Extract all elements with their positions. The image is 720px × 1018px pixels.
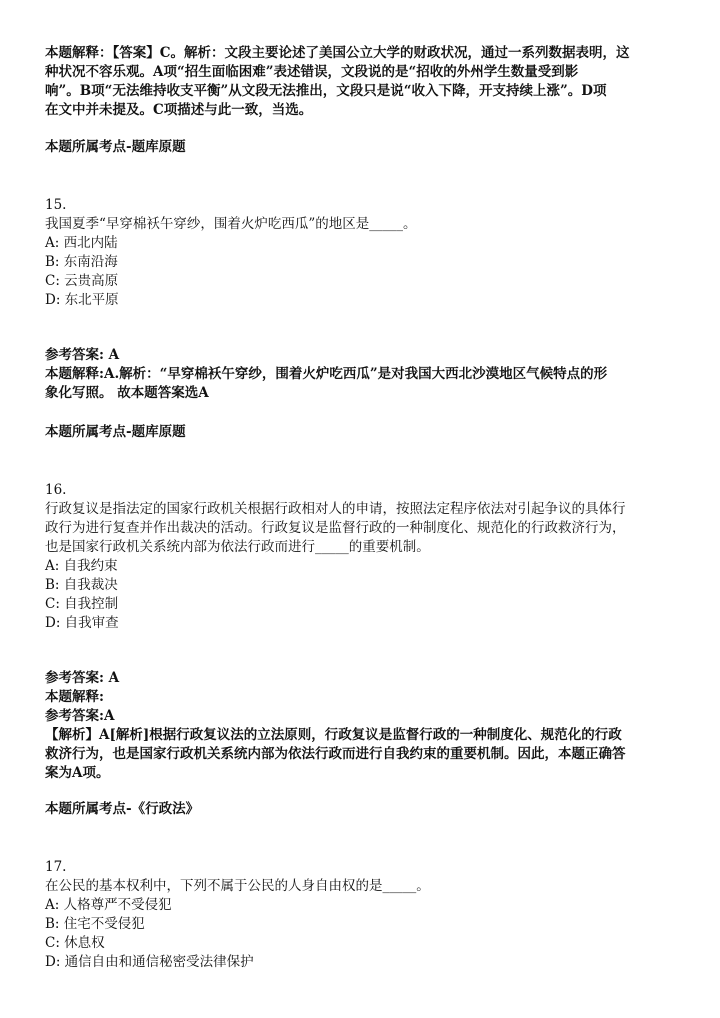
q16-explanation-line-2: 救济行为，也是国家行政机关系统内部为依法行政而进行自我约束的重要机制。因此，本题正确答 bbox=[45, 746, 626, 762]
q15-explanation-line-2: 象化写照。 故本题答案选A bbox=[45, 385, 209, 401]
q15-explanation-line-1: 本题解释:A.解析：“早穿棉袄午穿纱，围着火炉吃西瓜”是对我国大西北沙漠地区气候特点的形 bbox=[45, 366, 608, 382]
q16-stem-line-2: 政行为进行复查并作出裁决的活动。行政复议是监督行政的一种制度化、规范化的行政救济行为， bbox=[45, 520, 626, 536]
q14-category: 本题所属考点-题库原题 bbox=[45, 139, 186, 155]
q15-category: 本题所属考点-题库原题 bbox=[45, 424, 186, 440]
q17-option-a: A: 人格尊严不受侵犯 bbox=[45, 897, 172, 913]
q14-explanation-line-1: 本题解释：【答案】C。解析：文段主要论述了美国公立大学的财政状况，通过一系列数据表明，这 bbox=[45, 45, 630, 61]
q17-stem: 在公民的基本权利中，下列不属于公民的人身自由权的是_____。 bbox=[45, 878, 430, 894]
q15-option-b: B: 东南沿海 bbox=[45, 254, 118, 270]
q16-explanation-label: 本题解释: bbox=[45, 689, 104, 705]
q15-stem: 我国夏季“早穿棉袄午穿纱，围着火炉吃西瓜”的地区是_____。 bbox=[45, 216, 417, 232]
q16-stem-line-3: 也是国家行政机关系统内部为依法行政而进行_____的重要机制。 bbox=[45, 539, 430, 555]
q17-number: 17. bbox=[45, 859, 67, 875]
q14-explanation-line-4: 在文中并未提及。C项描述与此一致，当选。 bbox=[45, 102, 313, 118]
q15-number: 15. bbox=[45, 197, 67, 213]
q15-option-c: C: 云贵高原 bbox=[45, 273, 119, 289]
q17-option-b: B: 住宅不受侵犯 bbox=[45, 916, 145, 932]
q16-option-c: C: 自我控制 bbox=[45, 596, 119, 612]
q16-stem-line-1: 行政复议是指法定的国家行政机关根据行政相对人的申请，按照法定程序依法对引起争议的具体行 bbox=[45, 501, 626, 517]
q16-answer-repeat: 参考答案:A bbox=[45, 708, 115, 724]
q16-option-b: B: 自我裁决 bbox=[45, 577, 118, 593]
q15-option-d: D: 东北平原 bbox=[45, 292, 119, 308]
q15-option-a: A: 西北内陆 bbox=[45, 235, 118, 251]
q17-option-c: C: 休息权 bbox=[45, 935, 105, 951]
q15-answer: 参考答案: A bbox=[45, 347, 120, 363]
q16-category: 本题所属考点-《行政法》 bbox=[45, 801, 200, 817]
q14-explanation-line-3: 响”。B项“无法维持收支平衡”从文段无法推出，文段只是说“收入下降，开支持续上涨”。D项 bbox=[45, 83, 607, 99]
q16-explanation-line-3: 案为A项。 bbox=[45, 765, 110, 781]
q17-option-d: D: 通信自由和通信秘密受法律保护 bbox=[45, 954, 254, 970]
q16-option-a: A: 自我约束 bbox=[45, 558, 118, 574]
q16-explanation-line-1: 【解析】A[解析]根据行政复议法的立法原则，行政复议是监督行政的一种制度化、规范化的行政 bbox=[45, 727, 622, 743]
q16-answer: 参考答案: A bbox=[45, 670, 120, 686]
q16-option-d: D: 自我审查 bbox=[45, 615, 119, 631]
q16-number: 16. bbox=[45, 482, 67, 498]
q14-explanation-line-2: 种状况不容乐观。A项“招生面临困难”表述错误，文段说的是“招收的外州学生数量受到影 bbox=[45, 64, 579, 80]
